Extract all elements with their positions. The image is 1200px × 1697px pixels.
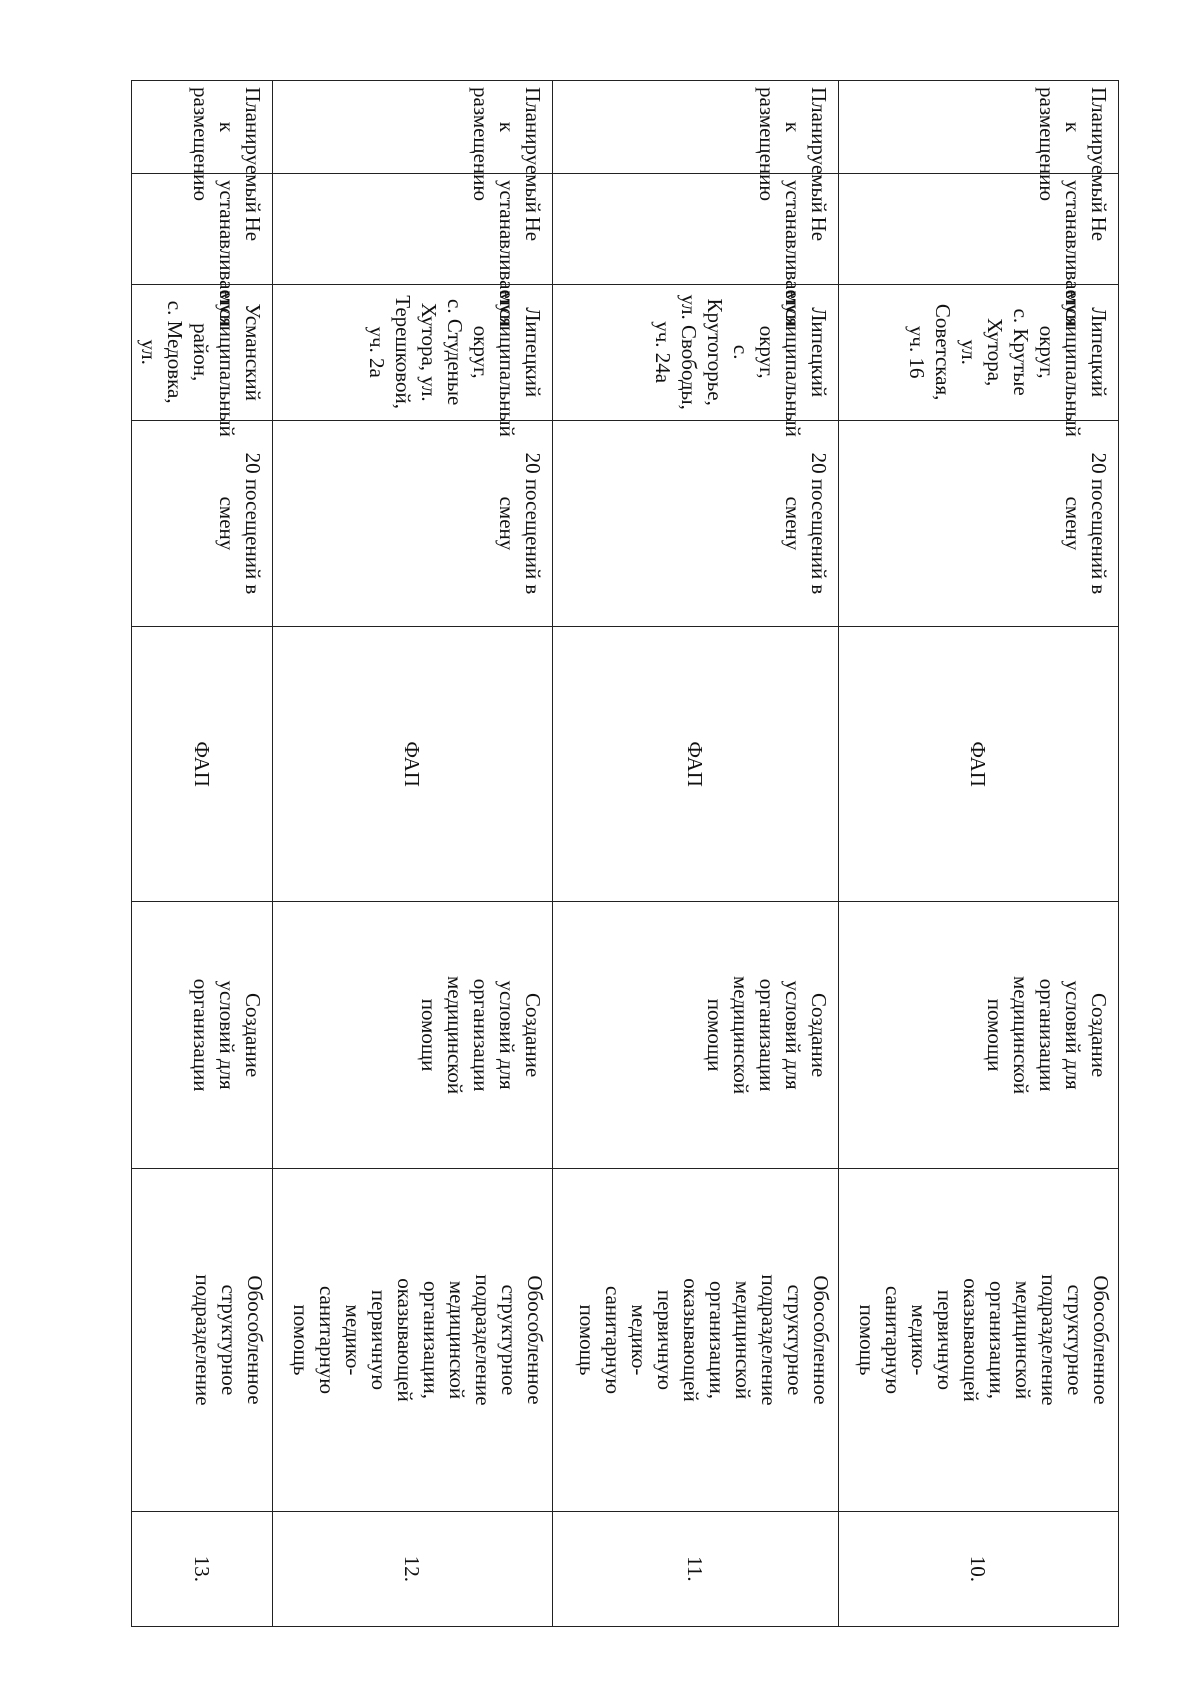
location-text: Липецкий муниципальный округ, с. Крутые Хутора, ул. Советская, уч. 16 [905, 290, 1111, 437]
table-row [132, 81, 273, 1627]
location-text: Липецкий муниципальный округ, с. Студеные Хутора, ул. Терешковой, уч. 2а [365, 290, 545, 437]
purpose-cell [273, 901, 553, 1168]
row-number-cell [273, 1511, 553, 1626]
zone-cell [273, 174, 553, 328]
purpose-cell [132, 901, 273, 1168]
name-cell [273, 1169, 553, 1512]
row-number: 12. [400, 1555, 425, 1582]
table-row [553, 81, 839, 1627]
name-cell [839, 1169, 1119, 1512]
location-cell [273, 284, 553, 437]
capacity-text: 20 посещений в смену [781, 452, 831, 595]
purpose-text: Создание условий для организации медицинской помощи [983, 975, 1111, 1095]
status-text: Планируемый к размещению [1035, 87, 1111, 213]
type-cell [553, 627, 839, 902]
location-cell [553, 284, 839, 437]
table-row [839, 81, 1119, 1627]
location-cell [132, 284, 273, 437]
name-cell [132, 1169, 273, 1512]
capacity-cell [273, 420, 553, 627]
row-number: 11. [683, 1556, 708, 1582]
name-text: Обособленное структурное подразделение медицинской организации, оказывающей первичную медико- санитарную помощь [289, 1274, 547, 1406]
status-cell [132, 81, 273, 213]
capacity-text: 20 посещений в смену [215, 452, 265, 595]
zone-text: Не устанавливается [1061, 180, 1111, 328]
zone-text: Не устанавливается [495, 180, 545, 328]
capacity-text: 20 посещений в смену [1061, 452, 1111, 595]
row-number-cell [553, 1511, 839, 1626]
location-text: Усманский муниципальный район, с. Медовка, ул. [137, 290, 265, 437]
capacity-cell [839, 420, 1119, 627]
capacity-text: 20 посещений в смену [495, 452, 545, 595]
status-text: Планируемый к размещению [189, 87, 265, 213]
capacity-cell [132, 420, 273, 627]
zone-text: Не устанавливается [781, 180, 831, 328]
row-number: 10. [966, 1555, 991, 1582]
table-row [273, 81, 553, 1627]
row-number-cell [132, 1511, 273, 1626]
status-cell [839, 81, 1119, 213]
type-text: ФАП [400, 741, 425, 787]
status-text: Планируемый к размещению [469, 87, 545, 213]
purpose-cell [839, 901, 1119, 1168]
zone-text: Не устанавливается [215, 180, 265, 328]
purpose-text: Создание условий для организации медицинской помощи [703, 975, 831, 1095]
row-number: 13. [190, 1555, 214, 1582]
type-text: ФАП [683, 741, 708, 787]
zone-cell [553, 174, 839, 328]
type-cell [273, 627, 553, 902]
facilities-table [131, 80, 1119, 1627]
type-cell [839, 627, 1119, 902]
type-cell [132, 627, 273, 902]
status-cell [553, 81, 839, 213]
type-text: ФАП [190, 741, 214, 787]
rotated-table [137, 80, 1119, 1627]
location-text: Липецкий муниципальный округ, с. Крутогорье, ул. Свободы, уч. 24а [651, 290, 831, 437]
type-text: ФАП [966, 741, 991, 787]
name-text: Обособленное структурное подразделение медицинской организации, оказывающей первичную медико- санитарную помощь [575, 1274, 833, 1406]
name-text: Обособленное структурное подразделение медицинской организации, оказывающей первичную медико- санитарную помощь [855, 1274, 1113, 1406]
name-cell [553, 1169, 839, 1512]
status-text: Планируемый к размещению [755, 87, 831, 213]
location-cell [839, 284, 1119, 437]
name-text: Обособленное структурное подразделение [191, 1274, 267, 1406]
purpose-cell [553, 901, 839, 1168]
status-cell [273, 81, 553, 213]
zone-cell [839, 174, 1119, 328]
purpose-text: Создание условий для организации [189, 978, 265, 1092]
purpose-text: Создание условий для организации медицинской помощи [417, 975, 545, 1095]
capacity-cell [553, 420, 839, 627]
row-number-cell [839, 1511, 1119, 1626]
